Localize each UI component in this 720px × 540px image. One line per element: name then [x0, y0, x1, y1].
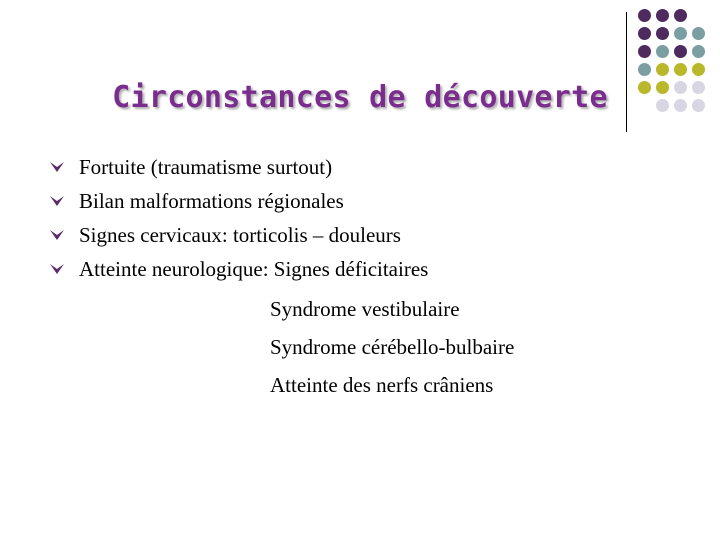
bullet-text: Bilan malformations régionales: [79, 188, 344, 213]
purple-dot: [674, 45, 687, 58]
teal-dot: [692, 45, 705, 58]
olive-dot: [656, 63, 669, 76]
bullet-text: Signes cervicaux: torticolis – douleurs: [79, 222, 401, 247]
bullet-list: [46, 150, 428, 286]
purple-dot: [638, 27, 651, 40]
olive-dot: [692, 63, 705, 76]
teal-dot: [638, 63, 651, 76]
purple-dot: [638, 9, 651, 22]
teal-dot: [692, 27, 705, 40]
diamond-bullet-icon: [46, 224, 68, 246]
sub-item-list: [270, 290, 514, 404]
sub-item: Atteinte des nerfs crâniens: [270, 372, 494, 397]
bullet-item: [46, 252, 428, 286]
bullet-text: Atteinte neurologique: Signes déficitaires: [79, 256, 429, 281]
bullet-item: [46, 184, 428, 218]
diamond-bullet-icon: [46, 258, 68, 280]
teal-dot: [674, 27, 687, 40]
diamond-bullet-icon: [46, 156, 68, 178]
teal-dot: [656, 45, 669, 58]
diamond-bullet-icon: [46, 190, 68, 212]
sub-item: Syndrome vestibulaire: [270, 296, 460, 321]
bullet-item: [46, 218, 428, 252]
slide-title: Circonstances de découverte: [112, 80, 608, 115]
purple-dot: [638, 45, 651, 58]
olive-dot: [674, 63, 687, 76]
sub-item: Syndrome cérébello-bulbaire: [270, 334, 515, 359]
purple-dot: [656, 9, 669, 22]
purple-dot: [674, 9, 687, 22]
bullet-text: Fortuite (traumatisme surtout): [79, 154, 333, 179]
bullet-item: [46, 150, 428, 184]
purple-dot: [656, 27, 669, 40]
